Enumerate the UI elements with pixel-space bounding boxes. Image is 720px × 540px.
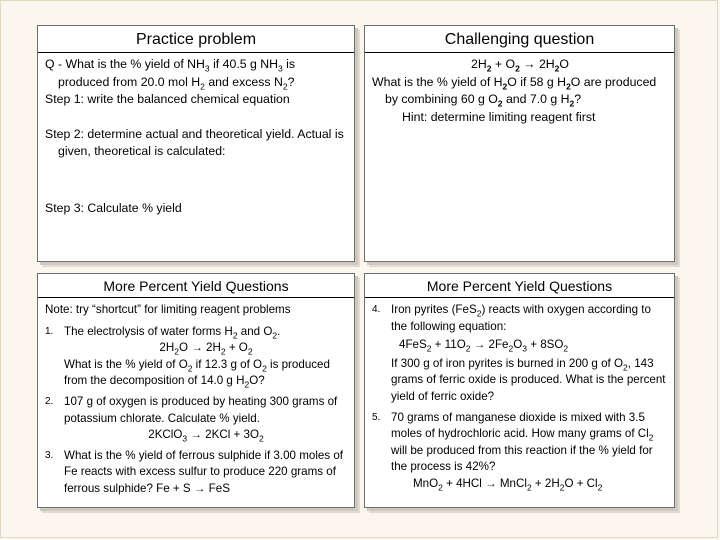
question-5: 5. 70 grams of manganese dioxide is mixed with 3.5 moles of hydrochloric acid. How many grams of $Cl_2$ will be produced from this reaction if the % yield for the process is 42%? MnO$_2$ + 4HCl → MnCl$_2$ + $2H_2O + Cl_2$ (372, 410, 668, 493)
panel-body (365, 298, 674, 493)
equation: 2KClO$_3$ → $2KCl + 3O_2$ (148, 428, 264, 444)
more-yield-questions-panel-right (364, 273, 675, 508)
panel-title: Challenging question (365, 26, 674, 53)
question-text: Q - What is the % yield of $NH_3$ if 40.5 g $NH_3$ is produced from 20.0 mol $H_2$ and excess $N_2$? (45, 57, 296, 91)
question-3: 3. What is the % yield of ferrous sulphide if 3.00 moles of Fe reacts with excess sulfur to produce 220 grams of ferrous sulphide? Fe + S → FeS (45, 448, 344, 495)
hint: Hint: determine limiting reagent first (402, 109, 596, 124)
challenging-question-panel (364, 25, 675, 262)
question-1: 1. The electrolysis of water forms $H_2$ and $O_2$. $2H_2O \to 2H_2 + O_2$ What is the % yield of $O_2$ if 12.3 g of $O_2$ is produced from the decomposition of 14.0 g $H_2O$? (45, 324, 348, 390)
panel-title: More Percent Yield Questions (365, 274, 674, 298)
equation: $2H_2 + O_2 \to 2H_2O$ (471, 57, 569, 74)
step-1: Step 1: write the balanced chemical equation (45, 92, 290, 106)
more-yield-questions-panel-left (37, 273, 355, 508)
panel-body (38, 298, 354, 498)
panel-body (365, 53, 674, 126)
note: Note: try “shortcut” for limiting reagent problems (45, 303, 291, 316)
practice-problem-panel (37, 25, 355, 262)
equation: $2H_2O \to 2H_2 + O_2$ (159, 341, 253, 357)
panel-title: Practice problem (38, 26, 354, 53)
panel-body (38, 53, 354, 217)
panel-title: More Percent Yield Questions (38, 274, 354, 298)
question-4: 4. Iron pyrites (FeS$_2$) reacts with oxygen according to the following equation: $4FeS_2 + 11O_2 \to 2Fe_2O_3 + 8SO_2$ If 300 g of iron pyrites is burned in 200 g of $O_2$, 143 grams of ferric oxide is produced. What is the percent yield of ferric oxide? (372, 302, 668, 406)
question-2: 2. 107 g of oxygen is produced by heating 300 grams of potassium chlorate. Calculate % yield. 2KClO$_3$ → $2KCl + 3O_2$ (45, 394, 348, 444)
question-text: What is the % yield of $H_2O$ if 58 g $H_2O$ are produced by combining 60 g $O_2$ and 7.0 g $H_2$? (372, 74, 657, 109)
step-2: Step 2: determine actual and theoretical yield. Actual is given, theoretical is calculated: (45, 126, 344, 158)
step-3: Step 3: Calculate % yield (45, 200, 182, 215)
equation: MnO$_2$ + 4HCl → MnCl$_2$ + $2H_2O + Cl_2$ (413, 476, 603, 493)
equation: $4FeS_2 + 11O_2 \to 2Fe_2O_3 + 8SO_2$ (399, 338, 569, 354)
